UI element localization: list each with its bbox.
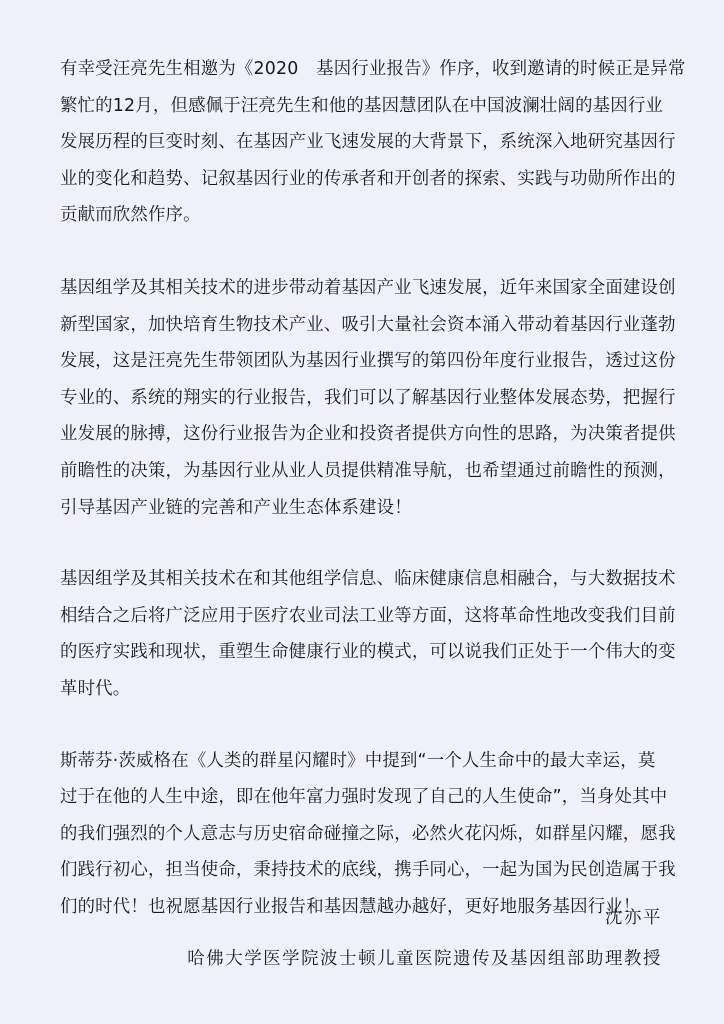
text-line: 引导基因产业链的完善和产业生态体系建设！	[60, 497, 412, 518]
text-line: 的医疗实践和现状，重塑生命健康行业的模式，可以说我们正处于一个伟大的变	[60, 642, 676, 663]
text-line: 革时代。	[60, 678, 131, 699]
text-line: 过于在他的人生中途，即在他年富力强时发现了自己的人生使命”，当身处其中	[60, 787, 668, 808]
text-line: 前瞻性的决策，为基因行业从业人员提供精准导航，也希望通过前瞻性的预测，	[60, 460, 676, 481]
text-line: 贡献而欣然作序。	[60, 205, 201, 226]
text-line: 们的时代！也祝愿基因行业报告和基因慧越办越好，更好地服务基因行业！	[60, 896, 641, 917]
paragraph-closing-wishes	[60, 743, 676, 926]
text-line: 业的变化和趋势、记叙基因行业的传承者和开创者的探索、实践与功勋所作出的	[60, 168, 676, 189]
text-line: 业发展的脉搏，这份行业报告为企业和投资者提供方向性的思路，为决策者提供	[60, 424, 676, 445]
text-line: 新型国家，加快培育生物技术产业、吸引大量社会资本涌入带动着基因行业蓬勃	[60, 314, 676, 335]
text-line: 繁忙的12月，但感佩于汪亮先生和他的基因慧团队在中国波澜壮阔的基因行业	[60, 95, 664, 116]
text-line: 基因组学及其相关技术在和其他组学信息、临床健康信息相融合，与大数据技术	[60, 569, 676, 590]
text-line: 基因组学及其相关技术的进步带动着基因产业飞速发展，近年来国家全面建设创	[60, 277, 676, 298]
text-line: 有幸受汪亮先生相邀为《2020 基因行业报告》作序，收到邀请的时候正是异常	[60, 59, 686, 79]
paragraph-preface-invitation	[60, 51, 686, 234]
signature-title: 哈佛大学医学院波士顿儿童医院遗传及基因组部助理教授	[187, 949, 662, 969]
paragraph-data-integration	[60, 561, 676, 707]
text-line: 专业的、系统的翔实的行业报告，我们可以了解基因行业整体发展态势，把握行	[60, 387, 676, 408]
text-line: 们践行初心，担当使命，秉持技术的底线，携手同心，一起为国为民创造属于我	[60, 860, 676, 881]
signature-name: 沈亦平	[605, 908, 662, 928]
text-line: 的我们强烈的个人意志与历史宿命碰撞之际，必然火花闪烁，如群星闪耀，愿我	[60, 823, 676, 844]
paragraph-industry-development	[60, 270, 676, 526]
text-line: 发展，这是汪亮先生带领团队为基因行业撰写的第四份年度行业报告，透过这份	[60, 351, 676, 372]
text-line: 斯蒂芬·茨威格在《人类的群星闪耀时》中提到“一个人生命中的最大幸运，莫	[60, 750, 656, 771]
text-line: 相结合之后将广泛应用于医疗农业司法工业等方面，这将革命性地改变我们目前	[60, 605, 676, 626]
text-line: 发展历程的巨变时刻、在基因产业飞速发展的大背景下，系统深入地研究基因行	[60, 132, 676, 153]
